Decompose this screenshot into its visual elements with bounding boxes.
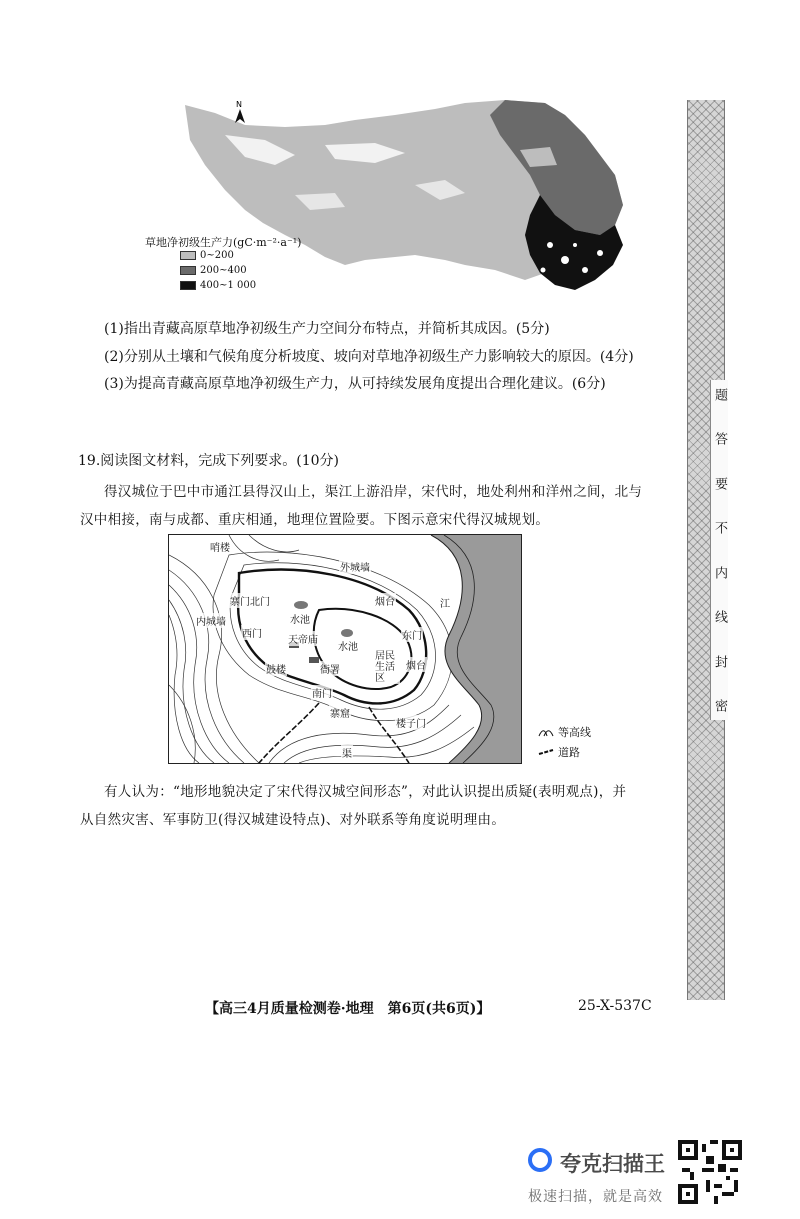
q19-intro-line-1: 得汉城位于巴中市通江县得汉山上，渠江上游沿岸，宋代时，地处利州和洋州之间，北与 [104,484,643,500]
map2-label-river: 江 [439,595,451,610]
margin-char: 封 [712,654,727,668]
north-arrow-icon [235,109,245,123]
legend-label: 道路 [558,746,580,759]
legend-swatch-light [180,251,196,260]
pond-icon [294,601,308,609]
river-area [431,535,521,763]
road-legend-icon [538,747,554,757]
map2-label-north-gate: 寨门北门 [229,593,271,608]
contour-lines [169,535,474,763]
watermark-app-name: 夸克扫描王 [560,1152,665,1176]
map2-label-office: 衙署 [319,661,341,676]
map2-label-drum-tower: 鼓楼 [265,661,287,676]
map2-legend-contour [538,724,591,740]
legend-label: 400~1 000 [200,280,257,291]
dehan-city-plan-map [168,534,522,764]
q18-item-3: (3)为提高青藏高原草地净初级生产力，从可持续发展角度提出合理化建议。(6分) [104,376,606,392]
binding-margin-text [710,380,728,720]
map2-label-inner-wall: 内城墙 [195,613,227,628]
map2-label-qu: 渠 [341,745,353,760]
map2-label-residential: 居民生活区 [374,651,400,684]
margin-char: 题 [712,388,727,401]
map2-legend-road [538,744,580,760]
margin-char: 答 [712,432,727,446]
qr-code-icon [678,1140,742,1204]
q19-intro-line-2: 汉中相接，南与成都、重庆相通，地理位置险要。下图示意宋代得汉城规划。 [80,512,550,528]
margin-char: 密 [712,698,727,712]
map2-label-pond-1: 水池 [289,611,311,626]
legend-label: 0~200 [200,250,234,261]
margin-char: 线 [712,610,727,624]
q18-item-2: (2)分别从土壤和气候角度分析坡度、坡向对草地净初级生产力影响较大的原因。(4分) [104,349,634,365]
road-line [259,703,319,763]
map2-label-west-gate: 西门 [241,625,263,640]
watermark-slogan: 极速扫描，就是高效 [528,1189,663,1205]
map2-label-outer-wall: 外城墙 [339,559,371,574]
map2-label-beacon-2: 烟台 [405,657,427,672]
map1-legend-title: 草地净初级生产力(gC·m⁻²·a⁻¹) [145,236,302,249]
page-footer-title: 【高三4月质量检测卷·地理 第6页(共6页)】 [205,1001,491,1017]
q19-heading: 19.阅读图文材料，完成下列要求。(10分) [78,453,340,469]
map1-legend-item [180,250,234,261]
legend-swatch-dark [180,281,196,290]
legend-swatch-mid [180,266,196,275]
q19-prompt-line-1: 有人认为：“地形地貌决定了宋代得汉城空间形态”，对此认识提出质疑(表明观点)，并 [104,784,627,800]
map2-label-south-gate: 南门 [311,685,333,700]
map1-legend-item [180,280,256,291]
map2-label-tower-gate: 楼子门 [395,715,427,730]
map2-label-cave: 寨窟 [329,705,351,720]
map2-label-watchtower: 哨楼 [209,539,231,554]
page-footer-code: 25-X-537C [578,998,652,1014]
q18-item-1: (1)指出青藏高原草地净初级生产力空间分布特点，并简析其成因。(5分) [104,321,550,337]
margin-char: 不 [712,521,727,535]
legend-label: 200~400 [200,265,247,276]
map2-label-pond-2: 水池 [337,638,359,653]
map2-label-beacon-1: 烟台 [374,593,396,608]
map2-label-temple: 天帝庙 [287,631,319,646]
office-icon [309,657,319,663]
margin-char: 内 [712,565,727,579]
contour-legend-icon [538,727,554,737]
north-label: N [236,100,242,109]
legend-label: 等高线 [558,726,591,739]
map1-legend-item [180,265,247,276]
pond-icon [341,629,353,637]
scanner-logo-icon [528,1148,552,1172]
margin-char: 要 [712,476,727,490]
q19-prompt-line-2: 从自然灾害、军事防卫(得汉城建设特点)、对外联系等角度说明理由。 [80,812,506,828]
map2-label-east-gate: 东门 [401,627,423,642]
